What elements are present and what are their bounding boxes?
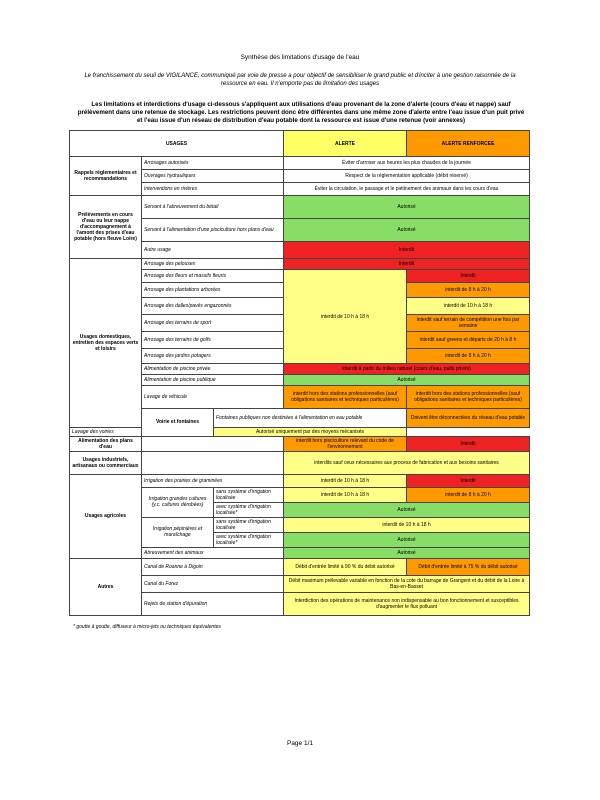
usage-sublabel: avec système d'irrigation localisée* xyxy=(214,532,284,547)
restriction-cell: interdit de 8 h à 20 h xyxy=(407,283,530,298)
restriction-cell: Interdit xyxy=(407,436,530,451)
usage-label: Arrosage des terrains de golfs xyxy=(142,332,284,349)
restriction-cell: Débit d'entrée limité à 75 % du débit autorisé xyxy=(407,558,530,575)
restriction-cell: Éviter la circulation, le passage et le piétinement des animaux dans les cours d'eau xyxy=(284,183,530,196)
usage-label: Canal de Roanne à Digoin xyxy=(142,558,284,575)
category-agricoles: Usages agricoles xyxy=(70,474,142,558)
restriction-cell: interdit à partir du milieu naturel (cours d'eau, puits privés) xyxy=(284,364,530,375)
document-title: Synthèse des limitations d'usage de l'eau xyxy=(240,54,360,61)
usage-label: Autre usage xyxy=(142,242,284,259)
restriction-cell: interdits sauf ceux nécessaires aux process de fabrication et aux besoins sanitaires xyxy=(284,451,530,474)
restriction-cell: Interdit xyxy=(284,242,530,259)
restriction-cell: Interdit xyxy=(284,259,530,270)
usage-label: Interventions en rivières xyxy=(142,183,284,196)
category-autres: Autres xyxy=(70,558,142,615)
usage-label: Irrigation grandes cultures (y.c. cultures dérobées) xyxy=(142,487,214,517)
category-industriels: Usages industriels, artisanaux ou commerciaux xyxy=(70,451,142,474)
usage-label: Arrosage des fleurs et massifs fleuris xyxy=(142,270,284,283)
usage-label: Lavage des voiries xyxy=(70,428,214,437)
restriction-cell: Autorisé xyxy=(284,502,530,517)
usage-label: Arrosage des terrains de sport xyxy=(142,315,284,332)
empty-cell xyxy=(142,451,284,474)
category-voirie: Voirie et fontaines xyxy=(142,409,214,437)
restriction-cell: Doivent être déconnectées du réseau d'eau potable xyxy=(407,409,530,428)
usage-label: Arrosage des plantations arborées xyxy=(142,283,284,298)
restriction-cell: Autorisé xyxy=(284,532,530,547)
restriction-cell: interdit hors des stations professionnelles (sauf obligations sanitaires et techniques particulières) xyxy=(284,386,407,409)
restriction-cell: Interdit xyxy=(407,270,530,283)
usage-label: Arrosage des jardins potagers xyxy=(142,349,284,364)
restriction-cell: Autorisé xyxy=(284,547,530,558)
restriction-cell: interdit de 8 h à 20 h xyxy=(407,349,530,364)
usage-sublabel: sans système d'irrigation localisée xyxy=(214,487,284,502)
restriction-cell: Débit maximum prélevable variable en fonction de la cote du barrage de Grangent et du débit de la Loire à Bas-en-Basset xyxy=(284,575,530,592)
category-rappels: Rappels réglementaires et recommandations xyxy=(70,157,142,196)
category-prelevements: Prélèvements en cours d'eau ou leur nappe d'accompagnement à l'amont des prises d'eau potable (hors fleuve Loire) xyxy=(70,196,142,259)
restriction-cell: interdit de 10 h à 18 h xyxy=(407,298,530,315)
restriction-cell: interdit de 10 h à 18 h xyxy=(284,474,407,487)
header-alerte-renforcee: ALERTE RENFORCEE xyxy=(407,131,530,157)
restriction-cell: Autorisé xyxy=(284,196,530,219)
usage-label: Rejets de station d'épuration xyxy=(142,592,284,615)
usage-label: Alimentation de piscine privée xyxy=(142,364,284,375)
restriction-cell: Autorisé xyxy=(284,375,530,386)
restriction-cell: Respect de la réglementation applicable (débit réservé) xyxy=(284,170,530,183)
category-alimentation: Alimentation des plans d'eau xyxy=(70,436,142,451)
page-number: Page 1/1 xyxy=(286,740,314,747)
usage-label: Servant à l'alimentation d'une pisciculture hors plans d'eau xyxy=(142,219,284,242)
restriction-cell: interdit de 8 h à 20 h xyxy=(407,487,530,502)
usage-label: Arrosages autorisés xyxy=(142,157,284,170)
usage-label: Canal du Forez xyxy=(142,575,284,592)
restriction-cell: interdit hors des stations professionnelles (sauf obligations sanitaires et techniques particulières) xyxy=(407,386,530,409)
restriction-cell: Débit d'entrée limité à 90 % du débit autorisé xyxy=(284,558,407,575)
usage-label: Lavage de véhicule xyxy=(142,386,284,409)
usage-label: Arrosage des dalles/pavés engazonnés xyxy=(142,298,284,315)
restriction-cell: Interdit xyxy=(407,474,530,487)
restriction-cell: Éviter d'arroser aux heures les plus chaudes de la journée xyxy=(284,157,530,170)
usage-label: Irrigation des prairies de graminées xyxy=(142,474,284,487)
header-usages: USAGES xyxy=(70,131,284,157)
limitations-table xyxy=(69,130,530,616)
restriction-cell: Autorisé uniquement par des moyens mécanisés xyxy=(214,428,407,437)
footnote: * goutte à goutte, diffuseur à micro-jets ou techniques équivalentes xyxy=(73,624,221,630)
restriction-cell: interdit de 10 h à 18 h xyxy=(284,517,530,532)
header-alerte: ALERTE xyxy=(284,131,407,157)
usage-label: Abreuvement des animaux xyxy=(142,547,284,558)
usage-label: Fontaines publiques non destinées à l'alimentation en eau potable xyxy=(214,409,407,428)
usage-label: Alimentation de piscine publique xyxy=(142,375,284,386)
restriction-cell: Interdiction des opérations de maintenance non indispensable au bon fonctionnement et susceptibles d'augmenter le flux polluant xyxy=(284,592,530,615)
restriction-cell: interdit hors pisciculture relevant du code de l'environnement xyxy=(284,436,407,451)
usage-label: Ouvrages hydrauliques xyxy=(142,170,284,183)
usage-sublabel: avec système d'irrigation localisée* xyxy=(214,502,284,517)
restriction-cell: interdit sauf terrain de compétition une fois par semaine xyxy=(407,315,530,332)
vigilance-intro: Le franchissement du seuil de VIGILANCE, communiqué par voie de presse a pour objectif de sensibiliser le grand public et d'inciter à une gestion raisonnée de la ressource en eau. Il n'emporte pas de limitation des usages xyxy=(84,73,516,87)
restriction-cell: interdit sauf greens et départs de 20 h à 8 h xyxy=(407,332,530,349)
usage-label: Arrosage des pelouses xyxy=(142,259,284,270)
usage-sublabel: sans système d'irrigation localisée xyxy=(214,517,284,532)
scope-warning: Les limitations et interdictions d'usage ci-dessous s'appliquent aux utilisations d'eau provenant de la zone d'alerte (cours d'eau et nappe) sauf prélèvement dans une retenue de stockage. Les restrictions peuvent donc être différentes dans une même zone d'alerte entre l'eau issue d'un puit privé et l'eau issue d'un réseau de distribution d'eau potable dont la ressource est issue d'une retenue (voir annexes) xyxy=(77,101,525,124)
restriction-cell: interdit de 10 h à 18 h xyxy=(284,487,407,502)
empty-cell xyxy=(142,436,284,451)
category-domestiques: Usages domestiques, entretien des espaces verts et loisirs xyxy=(70,259,142,428)
restriction-cell: Autorisé xyxy=(284,219,530,242)
usage-label: Irrigation pépinières et maraîchage xyxy=(142,517,214,547)
restriction-cell: interdit de 10 h à 18 h xyxy=(284,270,407,364)
usage-label: Servant à l'abreuvement du bétail xyxy=(142,196,284,219)
header-row xyxy=(70,131,530,157)
